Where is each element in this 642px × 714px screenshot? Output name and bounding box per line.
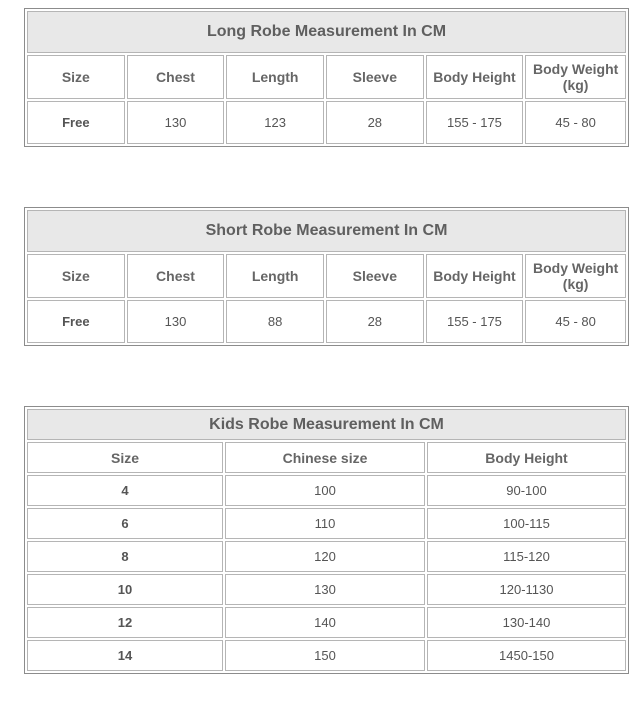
table-row	[27, 640, 626, 671]
header-body-height: Body Height	[426, 55, 524, 99]
body-height-value: 120-1130	[427, 574, 626, 605]
short-robe-size-table	[24, 207, 629, 346]
body-height-value: 100-115	[427, 508, 626, 539]
body-height-value: 115-120	[427, 541, 626, 572]
sleeve-value: 28	[326, 300, 424, 343]
header-sleeve: Sleeve	[326, 55, 424, 99]
chinese-size-value: 100	[225, 475, 425, 506]
length-value: 88	[226, 300, 324, 343]
table-row	[27, 541, 626, 572]
length-value: 123	[226, 101, 324, 144]
body-weight-value: 45 - 80	[525, 101, 626, 144]
table-row	[27, 607, 626, 638]
size-value: 6	[27, 508, 223, 539]
chest-value: 130	[127, 101, 225, 144]
long-robe-size-table	[24, 8, 629, 147]
size-value: 14	[27, 640, 223, 671]
table-row	[27, 508, 626, 539]
body-height-value: 130-140	[427, 607, 626, 638]
header-length: Length	[226, 55, 324, 99]
header-body-weight: Body Weight (kg)	[525, 55, 626, 99]
size-value: 10	[27, 574, 223, 605]
body-weight-value: 45 - 80	[525, 300, 626, 343]
kids-robe-size-table	[24, 406, 629, 674]
body-height-value: 90-100	[427, 475, 626, 506]
table-row	[27, 475, 626, 506]
chinese-size-value: 120	[225, 541, 425, 572]
kids-robe-title: Kids Robe Measurement In CM	[27, 409, 626, 440]
body-height-value: 155 - 175	[426, 101, 524, 144]
chinese-size-value: 150	[225, 640, 425, 671]
header-body-height: Body Height	[427, 442, 626, 473]
chinese-size-value: 110	[225, 508, 425, 539]
header-body-weight: Body Weight (kg)	[525, 254, 626, 298]
chest-value: 130	[127, 300, 225, 343]
header-chinese-size: Chinese size	[225, 442, 425, 473]
chinese-size-value: 140	[225, 607, 425, 638]
header-chest: Chest	[127, 254, 225, 298]
chinese-size-value: 130	[225, 574, 425, 605]
size-value: 8	[27, 541, 223, 572]
size-value: 4	[27, 475, 223, 506]
size-value: Free	[27, 300, 125, 343]
short-robe-title: Short Robe Measurement In CM	[27, 210, 626, 252]
header-size: Size	[27, 254, 125, 298]
table-row	[27, 574, 626, 605]
body-height-value: 155 - 175	[426, 300, 524, 343]
header-chest: Chest	[127, 55, 225, 99]
body-height-value: 1450-150	[427, 640, 626, 671]
header-body-height: Body Height	[426, 254, 524, 298]
header-sleeve: Sleeve	[326, 254, 424, 298]
sleeve-value: 28	[326, 101, 424, 144]
header-size: Size	[27, 442, 223, 473]
header-size: Size	[27, 55, 125, 99]
long-robe-title: Long Robe Measurement In CM	[27, 11, 626, 53]
header-length: Length	[226, 254, 324, 298]
size-value: Free	[27, 101, 125, 144]
size-value: 12	[27, 607, 223, 638]
